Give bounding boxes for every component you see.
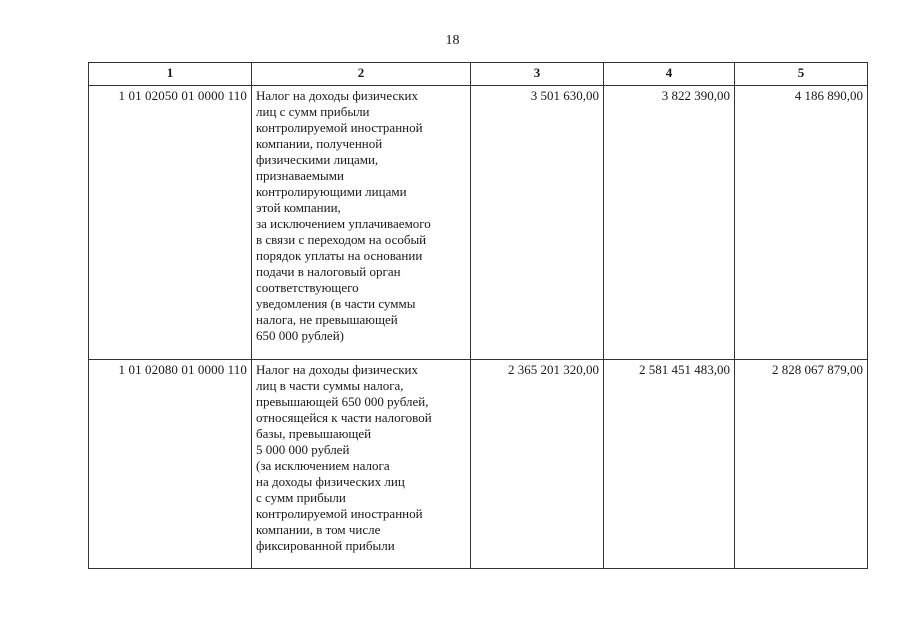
column-header: 5 — [735, 63, 868, 86]
amount-cell-col5: 4 186 890,00 — [735, 86, 868, 360]
amount-cell-col3: 2 365 201 320,00 — [471, 360, 604, 569]
budget-table — [88, 62, 868, 569]
column-header: 3 — [471, 63, 604, 86]
amount-cell-col3: 3 501 630,00 — [471, 86, 604, 360]
table-row — [89, 360, 868, 569]
budget-code-cell: 1 01 02080 01 0000 110 — [89, 360, 252, 569]
column-header: 2 — [252, 63, 471, 86]
budget-code-cell: 1 01 02050 01 0000 110 — [89, 86, 252, 360]
column-header: 1 — [89, 63, 252, 86]
page-number: 18 — [445, 33, 460, 48]
table-row — [89, 86, 868, 360]
description-cell: Налог на доходы физических лиц с сумм прибыли контролируемой иностранной компании, полученной физическими лицами, признаваемыми контролирующими лицами этой компании, за исключением уплачиваемого в связи с переходом на особый порядок уплаты на основании подачи в налоговый орган соответствующего уведомления (в части суммы налога, не превышающей 650 000 рублей) — [252, 86, 471, 360]
amount-cell-col4: 2 581 451 483,00 — [604, 360, 735, 569]
column-header: 4 — [604, 63, 735, 86]
amount-cell-col5: 2 828 067 879,00 — [735, 360, 868, 569]
description-cell: Налог на доходы физических лиц в части суммы налога, превышающей 650 000 рублей, относящейся к части налоговой базы, превышающей 5 000 000 рублей (за исключением налога на доходы физических лиц с сумм прибыли контролируемой иностранной компании, в том числе фиксированной прибыли — [252, 360, 471, 569]
table-header-row — [89, 63, 868, 86]
amount-cell-col4: 3 822 390,00 — [604, 86, 735, 360]
